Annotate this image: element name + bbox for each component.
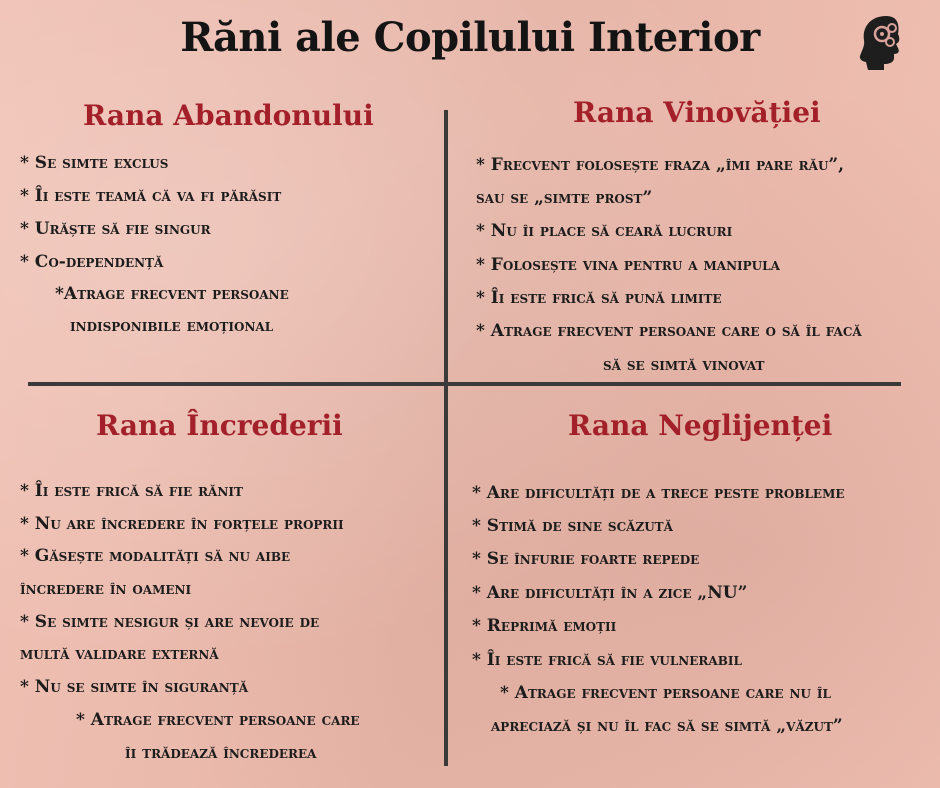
list-item: * Atrage frecvent persoane care xyxy=(76,710,360,730)
quadrant-title-abandon: Rana Abandonului xyxy=(83,99,374,132)
list-item: * Urăște să fie singur xyxy=(20,219,211,239)
list-item: încredere în oameni xyxy=(20,579,192,599)
list-item: * Nu are încredere în forțele proprii xyxy=(20,514,344,534)
quadrant-title-vina: Rana Vinovăției xyxy=(573,96,821,129)
list-item: * Are dificultăți în a zice „NU” xyxy=(472,583,748,603)
list-item: * Îi este frică să fie rănit xyxy=(20,481,243,501)
quadrant-title-incredere: Rana Încrederii xyxy=(96,409,343,442)
list-item: * Nu îi place să ceară lucruri xyxy=(476,221,733,241)
list-item: * Se înfurie foarte repede xyxy=(472,549,700,569)
list-item: * Se simte nesigur și are nevoie de xyxy=(20,612,320,632)
list-item: * Găsește modalități să nu aibe xyxy=(20,546,291,566)
list-item: * Are dificultăți de a trece peste probleme xyxy=(472,483,845,503)
list-item: * Îi este frică să pună limite xyxy=(476,288,722,308)
list-item: * Nu se simte în siguranță xyxy=(20,677,249,697)
list-item: sau se „simte prost” xyxy=(476,188,653,208)
list-item: *Atrage frecvent persoane xyxy=(55,284,289,304)
list-item: * Stimă de sine scăzută xyxy=(472,516,673,536)
list-item: * Co-dependență xyxy=(20,252,164,272)
list-item: * Îi este teamă că va fi părăsit xyxy=(20,186,282,206)
head-gears-icon xyxy=(856,12,920,72)
horizontal-divider xyxy=(28,382,901,386)
list-item: * Îi este frică să fie vulnerabil xyxy=(472,650,742,670)
vertical-divider xyxy=(444,110,448,766)
quadrant-title-neglijenta: Rana Neglijenței xyxy=(568,409,833,442)
list-item: indisponibile emoțional xyxy=(70,316,274,336)
list-item: * Atrage frecvent persoane care nu îl xyxy=(500,683,831,703)
page-title: Răni ale Copilului Interior xyxy=(180,14,760,61)
list-item: * Frecvent folosește fraza „îmi pare rău”, xyxy=(476,155,845,175)
list-item: * Se simte exclus xyxy=(20,153,169,173)
list-item: îi trădează încrederea xyxy=(125,743,317,763)
list-item: să se simtă vinovat xyxy=(603,355,765,375)
list-item: apreciază și nu îl fac să se simtă „văzut” xyxy=(491,716,843,736)
list-item: * Reprimă emoții xyxy=(472,616,617,636)
list-item: * Atrage frecvent persoane care o să îl facă xyxy=(476,321,862,341)
list-item: multă validare externă xyxy=(20,644,219,664)
list-item: * Folosește vina pentru a manipula xyxy=(476,255,780,275)
